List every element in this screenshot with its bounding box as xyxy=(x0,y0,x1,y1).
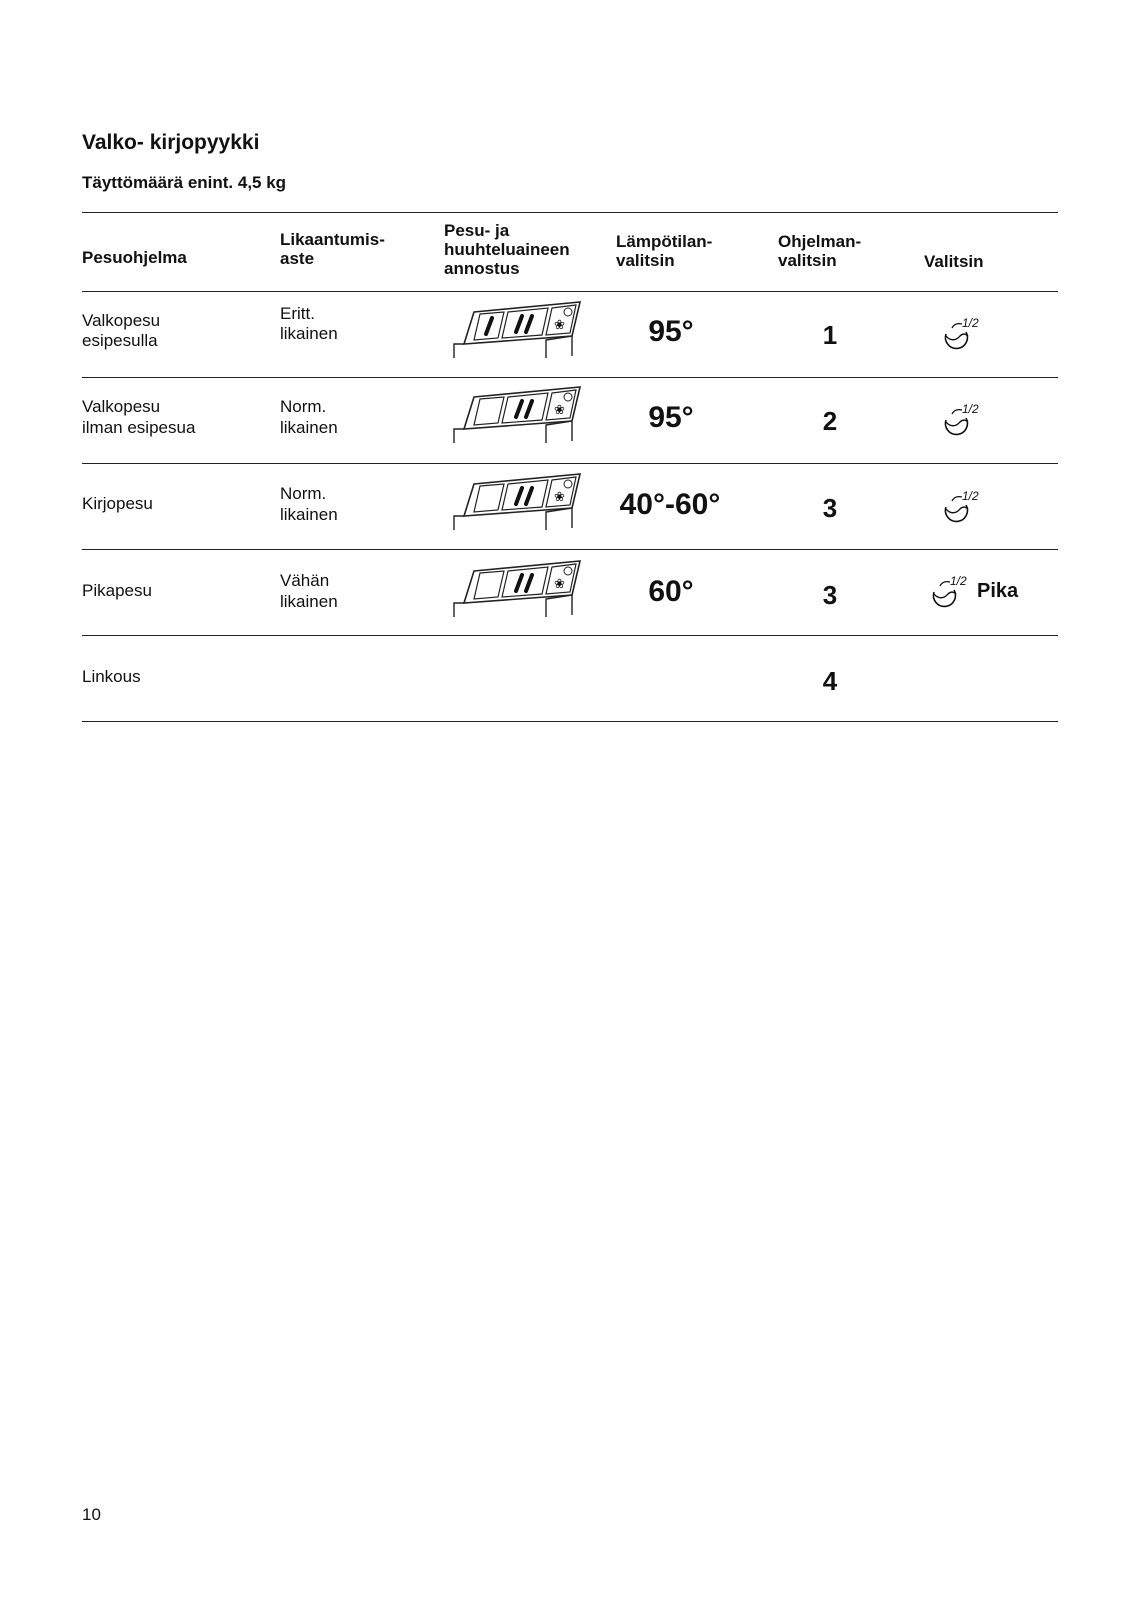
program-name-line1: Linkous xyxy=(82,667,141,686)
page-number: 10 xyxy=(82,1505,101,1524)
half-load-icon xyxy=(940,487,984,531)
program-name-line1: Valkopesu xyxy=(82,311,161,330)
program-name-line2: esipesulla xyxy=(82,331,158,350)
detergent-drawer-icon xyxy=(450,383,590,455)
program-name-line2: ilman esipesua xyxy=(82,418,196,437)
soil-level-line2: likainen xyxy=(280,505,338,524)
half-load-icon xyxy=(940,400,984,444)
half-load-icon xyxy=(940,314,984,358)
table-bottom-rule xyxy=(82,721,1058,722)
row-divider xyxy=(82,377,1058,378)
soil-level-line1: Norm. xyxy=(280,397,327,416)
row-divider xyxy=(82,463,1058,464)
header-selector: Valitsin xyxy=(924,252,984,271)
half-load-label: 1/2 xyxy=(962,316,979,330)
row-divider xyxy=(82,549,1058,550)
detergent-drawer-icon xyxy=(450,557,590,629)
temperature: 95° xyxy=(648,401,694,434)
half-load-label: 1/2 xyxy=(950,574,967,588)
header-progsel-line1: Ohjelman- xyxy=(778,232,862,251)
soil-level-line1: Eritt. xyxy=(280,304,315,323)
soil-level-line2: likainen xyxy=(280,324,338,343)
temperature: 40°-60° xyxy=(619,488,721,521)
soil-level-line2: likainen xyxy=(280,418,338,437)
header-soil-line1: Likaantumis- xyxy=(280,230,385,249)
detergent-drawer-icon xyxy=(450,298,590,370)
header-temp-line1: Lämpötilan- xyxy=(616,232,713,251)
program-name-line1: Valkopesu xyxy=(82,397,161,416)
temperature: 60° xyxy=(648,575,694,608)
header-program: Pesuohjelma xyxy=(82,248,187,267)
header-progsel-line2: valitsin xyxy=(778,251,837,270)
page-title: Valko- kirjopyykki xyxy=(82,131,260,154)
svg-text:❀: ❀ xyxy=(554,318,565,333)
program-name-line1: Kirjopesu xyxy=(82,494,153,513)
soil-level-line1: Vähän xyxy=(280,571,330,590)
program-number: 4 xyxy=(822,666,838,696)
table-top-rule xyxy=(82,212,1058,213)
svg-text:❀: ❀ xyxy=(554,577,565,592)
half-load-icon xyxy=(928,572,972,616)
page-subtitle: Täyttömäärä enint. 4,5 kg xyxy=(82,173,287,192)
half-load-label: 1/2 xyxy=(962,489,979,503)
program-number: 3 xyxy=(822,580,838,610)
header-detergent-line3: annostus xyxy=(444,259,520,278)
program-name-line1: Pikapesu xyxy=(82,581,152,600)
program-number: 2 xyxy=(822,406,838,436)
half-load-label: 1/2 xyxy=(962,402,979,416)
header-soil-line2: aste xyxy=(280,249,315,268)
detergent-drawer-icon xyxy=(450,470,590,542)
temperature: 95° xyxy=(648,315,694,348)
row-divider xyxy=(82,635,1058,636)
header-detergent-line1: Pesu- ja xyxy=(444,221,510,240)
header-temp-line2: valitsin xyxy=(616,251,675,270)
header-bottom-rule xyxy=(82,291,1058,292)
quick-wash-label: Pika xyxy=(977,580,1019,602)
soil-level-line2: likainen xyxy=(280,592,338,611)
program-number: 3 xyxy=(822,493,838,523)
soil-level-line1: Norm. xyxy=(280,484,327,503)
header-detergent-line2: huuhteluaineen xyxy=(444,240,570,259)
program-number: 1 xyxy=(822,320,838,350)
svg-text:❀: ❀ xyxy=(554,403,565,418)
svg-text:❀: ❀ xyxy=(554,490,565,505)
